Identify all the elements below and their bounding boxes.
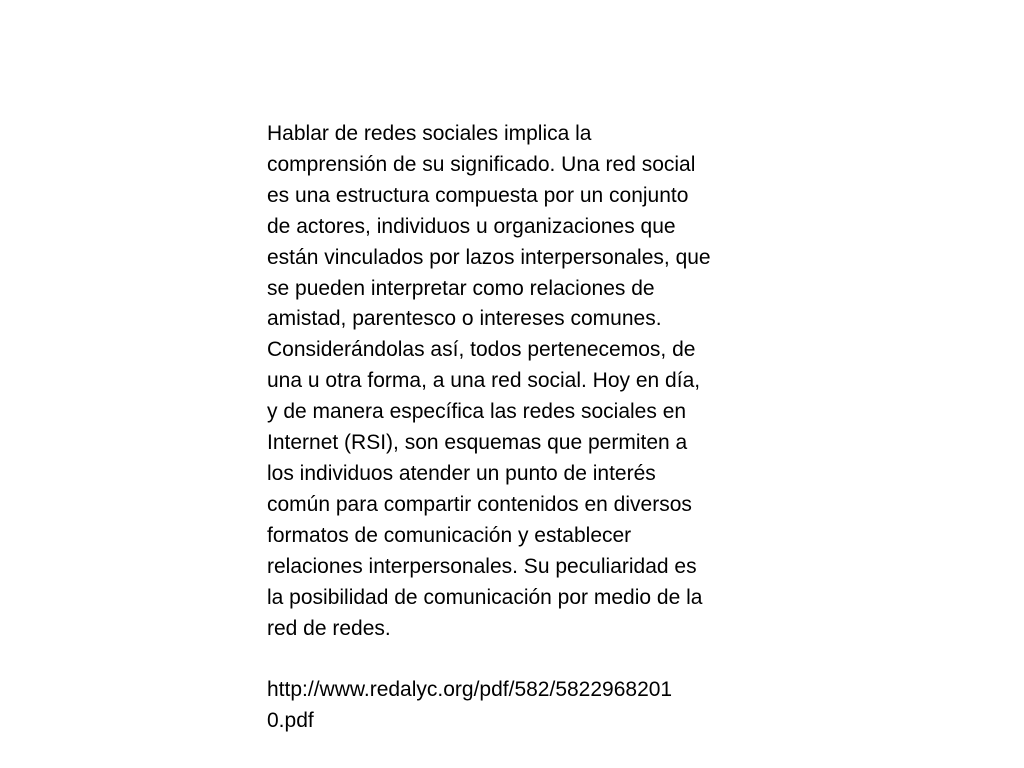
paragraph-line: y de manera específica las redes sociales en xyxy=(267,400,687,424)
paragraph-line: amistad, parentesco o intereses comunes. xyxy=(267,307,662,331)
paragraph-line: comprensión de su significado. Una red social xyxy=(267,152,696,176)
body-paragraph xyxy=(267,119,767,644)
paragraph-line: se pueden interpretar como relaciones de xyxy=(267,276,655,300)
slide-text-box xyxy=(267,119,767,737)
paragraph-line: Hablar de redes sociales implica la xyxy=(267,122,592,145)
paragraph-line: una u otra forma, a una red social. Hoy en día, xyxy=(267,369,701,393)
paragraph-line: es una estructura compuesta por un conjunto xyxy=(267,183,689,207)
paragraph-line: formatos de comunicación y establecer xyxy=(267,523,632,547)
paragraph-line: relaciones interpersonales. Su peculiaridad es xyxy=(267,554,697,578)
paragraph-line: red de redes. xyxy=(267,616,391,640)
source-url xyxy=(267,675,767,737)
paragraph-line: Considerándolas así, todos pertenecemos, de xyxy=(267,338,696,362)
source-url-line: http://www.redalyc.org/pdf/582/5822968201 xyxy=(267,678,673,702)
paragraph-line: Internet (RSI), son esquemas que permiten a xyxy=(267,431,688,455)
paragraph-line: los individuos atender un punto de interés xyxy=(267,461,656,485)
paragraph-line: común para compartir contenidos en diversos xyxy=(267,492,692,516)
source-url-line: 0.pdf xyxy=(267,709,314,733)
paragraph-line: están vinculados por lazos interpersonales, que xyxy=(267,245,711,269)
paragraph-line: de actores, individuos u organizaciones que xyxy=(267,214,676,238)
paragraph-spacer xyxy=(267,644,767,675)
paragraph-line: la posibilidad de comunicación por medio de la xyxy=(267,585,703,609)
